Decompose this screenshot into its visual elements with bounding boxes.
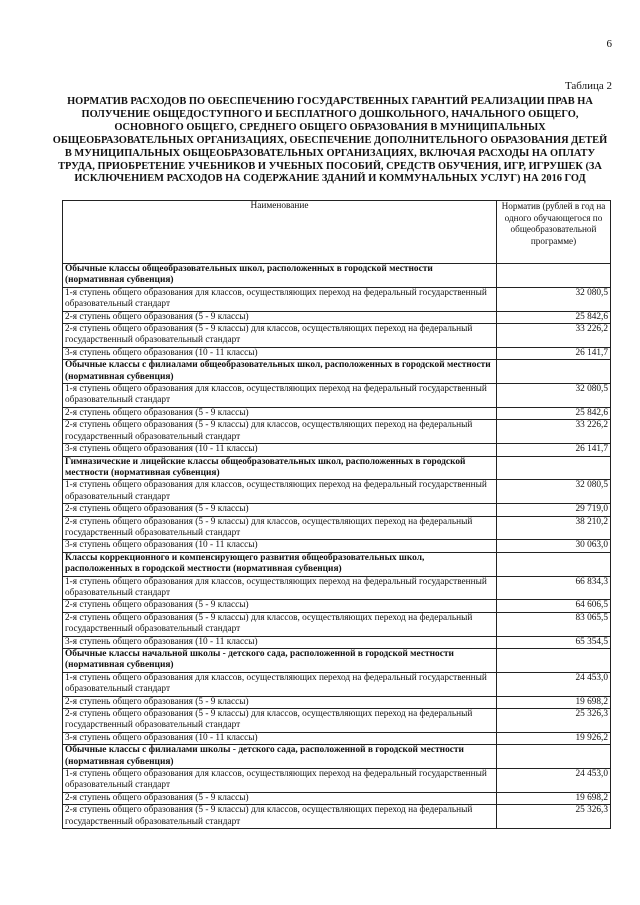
table-row: [63, 709, 611, 733]
group-title: Гимназические и лицейские классы общеобразовательных школ, расположенных в городской местности (нормативная субвенция): [63, 456, 497, 480]
group-value-empty: [497, 649, 611, 673]
table-body: [63, 264, 611, 829]
row-value: 33 226,2: [497, 324, 611, 348]
row-value: 25 842,6: [497, 311, 611, 323]
row-value: 26 141,7: [497, 444, 611, 456]
group-row: [63, 264, 611, 288]
table-row: [63, 287, 611, 311]
row-value: 33 226,2: [497, 420, 611, 444]
row-name: 3-я ступень общего образования (10 - 11 классы): [63, 540, 497, 552]
row-name: 1-я ступень общего образования для классов, осуществляющих переход на федеральный государственный образовательный стандарт: [63, 384, 497, 408]
row-value: 25 842,6: [497, 407, 611, 419]
table-row: [63, 407, 611, 419]
table-row: [63, 444, 611, 456]
row-value: 25 326,3: [497, 709, 611, 733]
row-name: 1-я ступень общего образования для классов, осуществляющих переход на федеральный государственный образовательный стандарт: [63, 769, 497, 793]
row-value: 32 080,5: [497, 480, 611, 504]
group-value-empty: [497, 456, 611, 480]
row-value: 19 926,2: [497, 732, 611, 744]
row-name: 1-я ступень общего образования для классов, осуществляющих переход на федеральный государственный образовательный стандарт: [63, 480, 497, 504]
table-row: [63, 384, 611, 408]
group-title: Обычные классы начальной школы - детского сада, расположенной в городской местности (нормативная субвенция): [63, 649, 497, 673]
header-name: Наименование: [63, 201, 497, 264]
row-name: 2-я ступень общего образования (5 - 9 классы): [63, 311, 497, 323]
table-row: [63, 696, 611, 708]
row-name: 1-я ступень общего образования для классов, осуществляющих переход на федеральный государственный образовательный стандарт: [63, 287, 497, 311]
group-value-empty: [497, 552, 611, 576]
row-name: 2-я ступень общего образования (5 - 9 классы): [63, 407, 497, 419]
group-row: [63, 456, 611, 480]
group-title: Обычные классы с филиалами общеобразовательных школ, расположенных в городской местности (нормативная субвенция): [63, 360, 497, 384]
group-value-empty: [497, 360, 611, 384]
group-title: Обычные классы с филиалами школы - детского сада, расположенной в городской местности (нормативная субвенция): [63, 745, 497, 769]
row-name: 2-я ступень общего образования (5 - 9 классы) для классов, осуществляющих переход на федеральный государственный образовательный стандарт: [63, 612, 497, 636]
table-row: [63, 420, 611, 444]
row-name: 3-я ступень общего образования (10 - 11 классы): [63, 444, 497, 456]
row-name: 3-я ступень общего образования (10 - 11 классы): [63, 347, 497, 359]
group-row: [63, 745, 611, 769]
group-value-empty: [497, 745, 611, 769]
row-value: 64 606,5: [497, 600, 611, 612]
group-row: [63, 552, 611, 576]
table-row: [63, 311, 611, 323]
row-name: 3-я ступень общего образования (10 - 11 классы): [63, 636, 497, 648]
group-title: Обычные классы общеобразовательных школ, расположенных в городской местности (нормативная субвенция): [63, 264, 497, 288]
row-name: 2-я ступень общего образования (5 - 9 классы): [63, 600, 497, 612]
table-row: [63, 636, 611, 648]
table-row: [63, 600, 611, 612]
row-value: 19 698,2: [497, 792, 611, 804]
row-name: 2-я ступень общего образования (5 - 9 классы): [63, 504, 497, 516]
row-name: 3-я ступень общего образования (10 - 11 классы): [63, 732, 497, 744]
row-value: 83 065,5: [497, 612, 611, 636]
row-name: 2-я ступень общего образования (5 - 9 классы) для классов, осуществляющих переход на федеральный государственный образовательный стандарт: [63, 420, 497, 444]
table-row: [63, 769, 611, 793]
row-value: 24 453,0: [497, 769, 611, 793]
row-value: 65 354,5: [497, 636, 611, 648]
document-title: НОРМАТИВ РАСХОДОВ ПО ОБЕСПЕЧЕНИЮ ГОСУДАРСТВЕННЫХ ГАРАНТИЙ РЕАЛИЗАЦИИ ПРАВ НА ПОЛУЧЕНИЕ ОБЩЕДОСТУПНОГО И БЕСПЛАТНОГО ДОШКОЛЬНОГО, НАЧАЛЬНОГО ОБЩЕГО, ОСНОВНОГО ОБЩЕГО, СРЕДНЕГО ОБЩЕГО ОБРАЗОВАНИЯ В МУНИЦИПАЛЬНЫХ ОБЩЕОБРАЗОВАТЕЛЬНЫХ ОРГАНИЗАЦИЯХ, ОБЕСПЕЧЕНИЕ ДОПОЛНИТЕЛЬНОГО ОБРАЗОВАНИЯ ДЕТЕЙ В МУНИЦИПАЛЬНЫХ ОБЩЕОБРАЗОВАТЕЛЬНЫХ ОРГАНИЗАЦИЯХ, ВКЛЮЧАЯ РАСХОДЫ НА ОПЛАТУ ТРУДА, ПРИОБРЕТЕНИЕ УЧЕБНИКОВ И УЧЕБНЫХ ПОСОБИЙ, СРЕДСТВ ОБУЧЕНИЯ, ИГР, ИГРУШЕК (ЗА ИСКЛЮЧЕНИЕМ РАСХОДОВ НА СОДЕРЖАНИЕ ЗДАНИЙ И КОММУНАЛЬНЫХ УСЛУГ) НА 2016 ГОД: [52, 96, 608, 185]
row-value: 29 719,0: [497, 504, 611, 516]
row-name: 2-я ступень общего образования (5 - 9 классы): [63, 696, 497, 708]
row-name: 2-я ступень общего образования (5 - 9 классы) для классов, осуществляющих переход на федеральный государственный образовательный стандарт: [63, 709, 497, 733]
table-row: [63, 516, 611, 540]
header-norm: Норматив (рублей в год на одного обучающегося по общеобразовательной программе): [497, 201, 611, 264]
page-number: 6: [606, 38, 612, 50]
row-value: 26 141,7: [497, 347, 611, 359]
row-value: 32 080,5: [497, 287, 611, 311]
norms-table: [62, 200, 611, 829]
table-row: [63, 480, 611, 504]
table-row: [63, 792, 611, 804]
group-value-empty: [497, 264, 611, 288]
row-name: 2-я ступень общего образования (5 - 9 классы) для классов, осуществляющих переход на федеральный государственный образовательный стандарт: [63, 324, 497, 348]
group-row: [63, 360, 611, 384]
table-header-row: [63, 201, 611, 264]
table-label: Таблица 2: [564, 80, 612, 92]
row-name: 2-я ступень общего образования (5 - 9 классы): [63, 792, 497, 804]
row-value: 25 326,3: [497, 805, 611, 829]
table-row: [63, 324, 611, 348]
row-name: 2-я ступень общего образования (5 - 9 классы) для классов, осуществляющих переход на федеральный государственный образовательный стандарт: [63, 516, 497, 540]
group-row: [63, 649, 611, 673]
row-name: 2-я ступень общего образования (5 - 9 классы) для классов, осуществляющих переход на федеральный государственный образовательный стандарт: [63, 805, 497, 829]
row-value: 30 063,0: [497, 540, 611, 552]
table-row: [63, 347, 611, 359]
table-row: [63, 576, 611, 600]
row-value: 32 080,5: [497, 384, 611, 408]
row-value: 66 834,3: [497, 576, 611, 600]
row-value: 19 698,2: [497, 696, 611, 708]
row-value: 24 453,0: [497, 672, 611, 696]
table-row: [63, 504, 611, 516]
table-row: [63, 540, 611, 552]
row-name: 1-я ступень общего образования для классов, осуществляющих переход на федеральный государственный образовательный стандарт: [63, 576, 497, 600]
row-name: 1-я ступень общего образования для классов, осуществляющих переход на федеральный государственный образовательный стандарт: [63, 672, 497, 696]
row-value: 38 210,2: [497, 516, 611, 540]
table-row: [63, 732, 611, 744]
table-row: [63, 672, 611, 696]
group-title: Классы коррекционного и компенсирующего развития общеобразовательных школ, расположенных в городской местности (нормативная субвенция): [63, 552, 497, 576]
table-row: [63, 612, 611, 636]
table-row: [63, 805, 611, 829]
